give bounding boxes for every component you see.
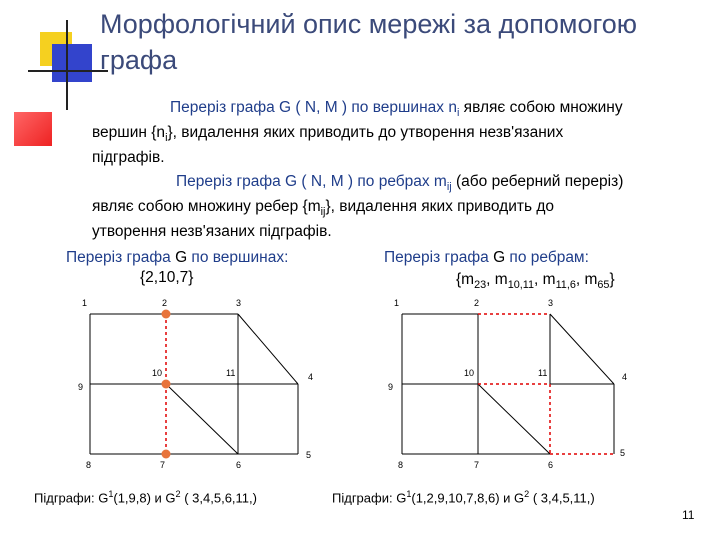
edge-3-4 (238, 314, 298, 384)
definition-vertex-cut-line3: підграфів. (92, 149, 165, 167)
cut-vertex-7 (162, 450, 171, 459)
decor-horizontal-line (28, 70, 108, 72)
definition-edge-cut-line2 (92, 197, 712, 222)
superscript: 2 (524, 489, 530, 499)
subscript: 65 (597, 279, 610, 292)
node-label-9: 9 (78, 382, 84, 392)
node-label-1: 1 (394, 298, 400, 308)
node-label-2: 2 (474, 298, 480, 308)
decor-blue-square (52, 44, 92, 82)
node-label-11: 11 (538, 368, 548, 378)
node-label-4: 4 (308, 372, 314, 382)
left-graph-header (66, 248, 288, 268)
subscript: i (456, 107, 460, 120)
text: по ребрам: (505, 249, 589, 266)
text: , m (486, 271, 508, 288)
definition-edge-cut-line1 (92, 172, 712, 197)
subscript: i (165, 132, 168, 145)
text: , m (534, 271, 556, 288)
node-label-3: 3 (548, 298, 554, 308)
node-label-3: 3 (236, 298, 242, 308)
text: ( 3,4,5,11,) (529, 490, 595, 506)
text: являє собою множину ребер {m (92, 198, 321, 216)
definition-vertex-cut-line2 (92, 123, 702, 148)
text: {m (456, 271, 475, 288)
node-label-4: 4 (622, 372, 628, 382)
definition-vertex-cut-line1 (92, 98, 702, 123)
definition-edge-cut (92, 172, 712, 241)
definition-edge-cut-lead: Переріз графа G ( N, M ) по ребрах m (176, 173, 447, 190)
cut-vertex-2 (162, 310, 171, 319)
node-label-8: 8 (86, 460, 92, 470)
left-graph-set: {2,10,7} (140, 269, 194, 286)
text: (або реберний переріз) (451, 173, 624, 190)
text: (1,2,9,10,7,8,6) и G (411, 490, 525, 506)
edge-10-6 (166, 384, 238, 454)
text: }, видалення яких приводить до утворення незв'язаних (167, 124, 564, 142)
text: Переріз графа (66, 249, 176, 266)
text: Переріз графа (384, 249, 494, 266)
right-graph-caption (332, 489, 595, 505)
edge-3-4 (550, 314, 614, 384)
node-label-10: 10 (464, 368, 475, 378)
text: G (175, 249, 188, 266)
node-label-6: 6 (548, 460, 554, 470)
definition-vertex-cut (92, 98, 702, 167)
text: являє собою множину (459, 99, 623, 116)
text: ( 3,4,5,6,11,) (180, 490, 257, 506)
left-graph-diagram (60, 290, 330, 475)
text: Підграфи: G (34, 490, 109, 506)
node-label-5: 5 (306, 450, 312, 460)
node-label-5: 5 (620, 448, 626, 458)
node-label-6: 6 (236, 460, 242, 470)
right-graph-header (384, 248, 589, 268)
slide-title: Морфологічний опис мережі за допомогою графа (100, 9, 638, 75)
node-label-7: 7 (474, 460, 480, 470)
subscript: ij (320, 206, 326, 219)
left-graph-caption (34, 489, 257, 505)
text: по вершинах: (187, 249, 289, 266)
subscript: 23 (474, 279, 487, 292)
subscript: 10,11 (507, 279, 535, 292)
node-label-2: 2 (162, 298, 168, 308)
node-label-9: 9 (388, 382, 394, 392)
text: }, видалення яких приводить до (325, 198, 555, 216)
superscript: 1 (108, 489, 114, 499)
node-label-8: 8 (398, 460, 404, 470)
subscript: ij (446, 181, 452, 194)
superscript: 2 (175, 489, 181, 499)
text: , m (575, 271, 598, 288)
decor-red-square (14, 112, 52, 146)
decor-vertical-line (66, 20, 68, 110)
superscript: 1 (406, 489, 412, 499)
text: (1,9,8) и G (113, 490, 176, 506)
node-label-7: 7 (160, 460, 166, 470)
definition-edge-cut-line3: утворення незв'язаних підграфів. (92, 223, 332, 241)
definition-vertex-cut-lead: Переріз графа G ( N, M ) по вершинах n (170, 99, 457, 116)
node-label-11: 11 (226, 368, 236, 378)
page-number: 11 (682, 508, 695, 522)
cut-vertex-10 (162, 380, 171, 389)
text: G (493, 249, 506, 266)
text: } (609, 271, 615, 288)
text: Підграфи: G (332, 490, 407, 506)
subscript: 11,6 (555, 279, 576, 292)
node-label-10: 10 (152, 368, 163, 378)
node-label-1: 1 (82, 298, 88, 308)
right-graph-diagram (374, 290, 654, 475)
edge-10-6 (478, 384, 550, 454)
text: вершин {n (92, 124, 166, 142)
